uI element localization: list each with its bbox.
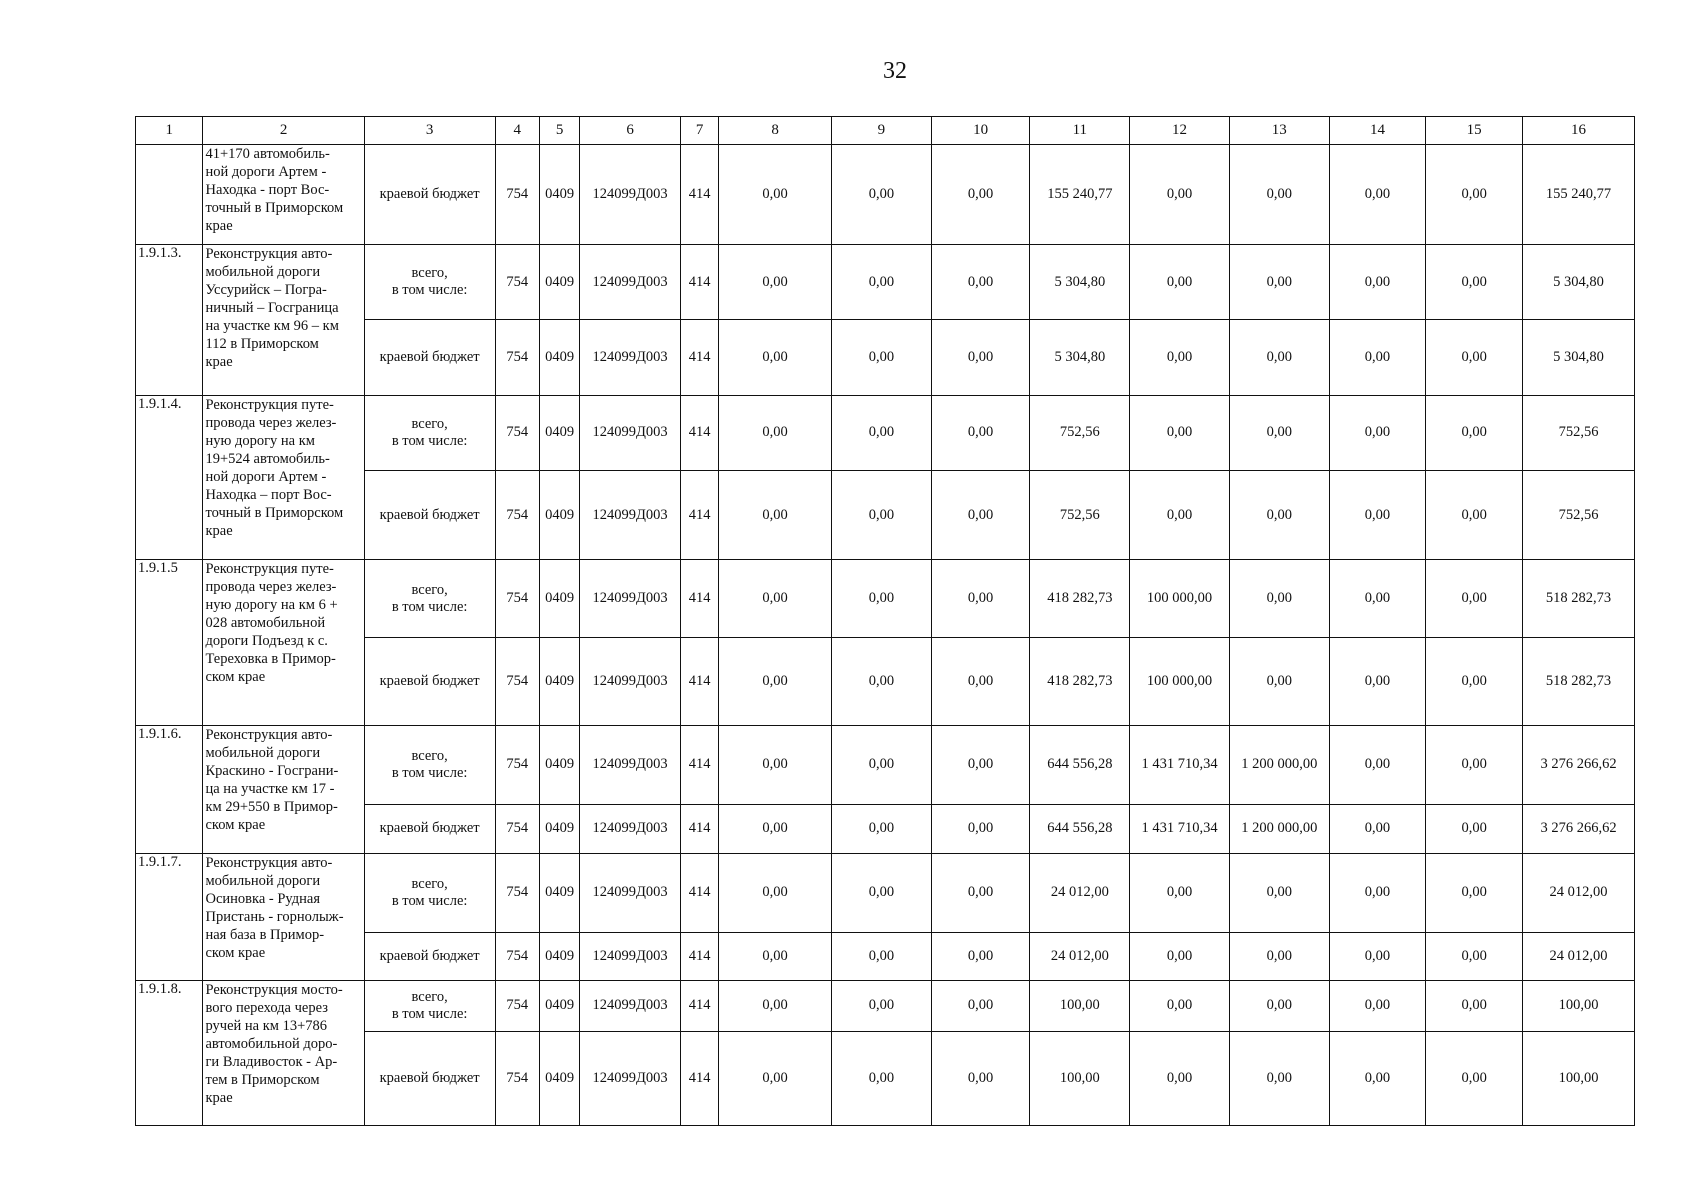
value-col-12: 1 431 710,34: [1130, 725, 1230, 804]
value-col-10: 0,00: [931, 980, 1030, 1031]
column-header-3: 3: [364, 117, 495, 145]
value-col-15: 0,00: [1426, 145, 1523, 245]
value-col-13: 0,00: [1229, 1031, 1329, 1125]
table-row: [136, 560, 1635, 638]
value-col-15: 0,00: [1426, 395, 1523, 471]
value-col-15: 0,00: [1426, 560, 1523, 638]
value-col-15: 0,00: [1426, 638, 1523, 726]
code-col-7: 414: [680, 638, 718, 726]
value-col-12: 0,00: [1130, 245, 1230, 320]
value-col-9: 0,00: [832, 725, 932, 804]
value-col-10: 0,00: [931, 932, 1030, 980]
code-col-6: 124099Д003: [580, 471, 681, 560]
value-col-14: 0,00: [1329, 319, 1426, 395]
column-header-7: 7: [680, 117, 718, 145]
budget-table: [135, 116, 1635, 1126]
value-col-10: 0,00: [931, 395, 1030, 471]
code-col-4: 754: [495, 638, 539, 726]
value-col-14: 0,00: [1329, 725, 1426, 804]
item-name: Реконструкция авто- мобильной дороги Осиновка - Рудная Пристань - горнолыж- ная база в Примор- ском крае: [203, 853, 364, 980]
value-col-13: 0,00: [1229, 638, 1329, 726]
value-col-14: 0,00: [1329, 1031, 1426, 1125]
value-col-13: 0,00: [1229, 319, 1329, 395]
value-col-16: 155 240,77: [1523, 145, 1635, 245]
value-col-9: 0,00: [832, 853, 932, 932]
value-col-14: 0,00: [1329, 145, 1426, 245]
value-col-8: 0,00: [719, 1031, 832, 1125]
value-col-9: 0,00: [832, 638, 932, 726]
table-row: [136, 245, 1635, 320]
value-col-16: 752,56: [1523, 395, 1635, 471]
value-col-11: 418 282,73: [1030, 638, 1130, 726]
value-col-8: 0,00: [719, 395, 832, 471]
value-col-12: 0,00: [1130, 471, 1230, 560]
code-col-6: 124099Д003: [580, 245, 681, 320]
item-number: 1.9.1.7.: [136, 853, 203, 980]
value-col-10: 0,00: [931, 804, 1030, 853]
item-name: Реконструкция авто- мобильной дороги Уссурийск – Погра- ничный – Госграница на участке км 96 – км 112 в Приморском крае: [203, 245, 364, 395]
value-col-16: 5 304,80: [1523, 245, 1635, 320]
code-col-5: 0409: [539, 319, 579, 395]
value-col-14: 0,00: [1329, 395, 1426, 471]
code-col-7: 414: [680, 725, 718, 804]
value-col-9: 0,00: [832, 145, 932, 245]
code-col-5: 0409: [539, 853, 579, 932]
funding-source: всего, в том числе:: [364, 980, 495, 1031]
code-col-4: 754: [495, 1031, 539, 1125]
value-col-8: 0,00: [719, 145, 832, 245]
value-col-11: 24 012,00: [1030, 853, 1130, 932]
value-col-8: 0,00: [719, 804, 832, 853]
funding-source: краевой бюджет: [364, 471, 495, 560]
code-col-6: 124099Д003: [580, 319, 681, 395]
value-col-16: 100,00: [1523, 980, 1635, 1031]
value-col-16: 3 276 266,62: [1523, 725, 1635, 804]
code-col-4: 754: [495, 471, 539, 560]
value-col-15: 0,00: [1426, 980, 1523, 1031]
value-col-10: 0,00: [931, 145, 1030, 245]
header-row: [136, 117, 1635, 145]
value-col-13: 0,00: [1229, 145, 1329, 245]
funding-source: всего, в том числе:: [364, 245, 495, 320]
page-number: 32: [883, 58, 907, 84]
value-col-8: 0,00: [719, 853, 832, 932]
column-header-14: 14: [1329, 117, 1426, 145]
code-col-7: 414: [680, 395, 718, 471]
code-col-4: 754: [495, 560, 539, 638]
value-col-10: 0,00: [931, 245, 1030, 320]
code-col-4: 754: [495, 980, 539, 1031]
table-row: [136, 980, 1635, 1031]
code-col-6: 124099Д003: [580, 804, 681, 853]
funding-source: краевой бюджет: [364, 932, 495, 980]
value-col-9: 0,00: [832, 560, 932, 638]
code-col-6: 124099Д003: [580, 853, 681, 932]
value-col-9: 0,00: [832, 395, 932, 471]
value-col-15: 0,00: [1426, 725, 1523, 804]
value-col-13: 0,00: [1229, 853, 1329, 932]
value-col-10: 0,00: [931, 638, 1030, 726]
value-col-11: 5 304,80: [1030, 245, 1130, 320]
value-col-9: 0,00: [832, 1031, 932, 1125]
funding-source: краевой бюджет: [364, 319, 495, 395]
value-col-12: 0,00: [1130, 319, 1230, 395]
code-col-5: 0409: [539, 725, 579, 804]
code-col-4: 754: [495, 932, 539, 980]
value-col-11: 418 282,73: [1030, 560, 1130, 638]
funding-source: краевой бюджет: [364, 145, 495, 245]
value-col-14: 0,00: [1329, 980, 1426, 1031]
code-col-5: 0409: [539, 980, 579, 1031]
code-col-4: 754: [495, 725, 539, 804]
value-col-12: 0,00: [1130, 932, 1230, 980]
value-col-15: 0,00: [1426, 471, 1523, 560]
code-col-7: 414: [680, 853, 718, 932]
value-col-12: 0,00: [1130, 395, 1230, 471]
funding-source: всего, в том числе:: [364, 395, 495, 471]
item-name: Реконструкция авто- мобильной дороги Краскино - Госграни- ца на участке км 17 - км 29+550 в Примор- ском крае: [203, 725, 364, 853]
funding-source: всего, в том числе:: [364, 853, 495, 932]
item-number: [136, 145, 203, 245]
table-body: [136, 145, 1635, 1126]
code-col-7: 414: [680, 980, 718, 1031]
code-col-7: 414: [680, 319, 718, 395]
code-col-6: 124099Д003: [580, 560, 681, 638]
code-col-6: 124099Д003: [580, 980, 681, 1031]
value-col-13: 0,00: [1229, 932, 1329, 980]
value-col-16: 24 012,00: [1523, 853, 1635, 932]
value-col-12: 100 000,00: [1130, 638, 1230, 726]
value-col-13: 0,00: [1229, 560, 1329, 638]
column-header-2: 2: [203, 117, 364, 145]
funding-source: краевой бюджет: [364, 638, 495, 726]
value-col-10: 0,00: [931, 471, 1030, 560]
value-col-8: 0,00: [719, 725, 832, 804]
value-col-10: 0,00: [931, 560, 1030, 638]
item-name: 41+170 автомобиль- ной дороги Артем - Находка - порт Вос- точный в Приморском крае: [203, 145, 364, 245]
code-col-7: 414: [680, 804, 718, 853]
item-number: 1.9.1.4.: [136, 395, 203, 560]
value-col-16: 3 276 266,62: [1523, 804, 1635, 853]
funding-source: всего, в том числе:: [364, 725, 495, 804]
funding-source: всего, в том числе:: [364, 560, 495, 638]
code-col-7: 414: [680, 932, 718, 980]
value-col-12: 1 431 710,34: [1130, 804, 1230, 853]
column-header-12: 12: [1130, 117, 1230, 145]
item-name: Реконструкция путе- провода через желез- ную дорогу на км 19+524 автомобиль- ной дороги Артем - Находка – порт Вос- точный в Приморском крае: [203, 395, 364, 560]
code-col-4: 754: [495, 145, 539, 245]
value-col-8: 0,00: [719, 932, 832, 980]
value-col-15: 0,00: [1426, 1031, 1523, 1125]
table-row: [136, 395, 1635, 471]
value-col-12: 100 000,00: [1130, 560, 1230, 638]
item-number: 1.9.1.5: [136, 560, 203, 726]
value-col-8: 0,00: [719, 319, 832, 395]
value-col-9: 0,00: [832, 319, 932, 395]
value-col-9: 0,00: [832, 804, 932, 853]
value-col-11: 100,00: [1030, 980, 1130, 1031]
value-col-12: 0,00: [1130, 980, 1230, 1031]
code-col-6: 124099Д003: [580, 1031, 681, 1125]
funding-source: краевой бюджет: [364, 804, 495, 853]
code-col-7: 414: [680, 145, 718, 245]
code-col-5: 0409: [539, 932, 579, 980]
value-col-15: 0,00: [1426, 804, 1523, 853]
table-row: [136, 725, 1635, 804]
code-col-4: 754: [495, 319, 539, 395]
table-row: [136, 145, 1635, 245]
table-row: [136, 853, 1635, 932]
value-col-12: 0,00: [1130, 145, 1230, 245]
column-header-9: 9: [832, 117, 932, 145]
code-col-6: 124099Д003: [580, 395, 681, 471]
value-col-16: 518 282,73: [1523, 638, 1635, 726]
code-col-4: 754: [495, 245, 539, 320]
item-name: Реконструкция мосто- вого перехода через ручей на км 13+786 автомобильной доро- ги Владивосток - Ар- тем в Приморском крае: [203, 980, 364, 1125]
value-col-11: 644 556,28: [1030, 725, 1130, 804]
value-col-16: 100,00: [1523, 1031, 1635, 1125]
value-col-11: 155 240,77: [1030, 145, 1130, 245]
value-col-15: 0,00: [1426, 853, 1523, 932]
code-col-5: 0409: [539, 145, 579, 245]
value-col-9: 0,00: [832, 471, 932, 560]
code-col-4: 754: [495, 395, 539, 471]
code-col-6: 124099Д003: [580, 932, 681, 980]
column-header-13: 13: [1229, 117, 1329, 145]
code-col-7: 414: [680, 471, 718, 560]
code-col-5: 0409: [539, 395, 579, 471]
value-col-11: 644 556,28: [1030, 804, 1130, 853]
value-col-8: 0,00: [719, 638, 832, 726]
value-col-11: 752,56: [1030, 471, 1130, 560]
value-col-10: 0,00: [931, 319, 1030, 395]
column-header-11: 11: [1030, 117, 1130, 145]
value-col-15: 0,00: [1426, 932, 1523, 980]
value-col-13: 0,00: [1229, 245, 1329, 320]
value-col-8: 0,00: [719, 980, 832, 1031]
column-header-5: 5: [539, 117, 579, 145]
value-col-13: 0,00: [1229, 471, 1329, 560]
value-col-16: 24 012,00: [1523, 932, 1635, 980]
code-col-5: 0409: [539, 638, 579, 726]
value-col-10: 0,00: [931, 1031, 1030, 1125]
value-col-15: 0,00: [1426, 319, 1523, 395]
value-col-14: 0,00: [1329, 804, 1426, 853]
value-col-13: 0,00: [1229, 395, 1329, 471]
value-col-14: 0,00: [1329, 245, 1426, 320]
column-header-8: 8: [719, 117, 832, 145]
funding-source: краевой бюджет: [364, 1031, 495, 1125]
value-col-13: 1 200 000,00: [1229, 725, 1329, 804]
column-header-15: 15: [1426, 117, 1523, 145]
item-number: 1.9.1.8.: [136, 980, 203, 1125]
value-col-9: 0,00: [832, 932, 932, 980]
value-col-14: 0,00: [1329, 638, 1426, 726]
value-col-10: 0,00: [931, 725, 1030, 804]
value-col-14: 0,00: [1329, 471, 1426, 560]
value-col-9: 0,00: [832, 245, 932, 320]
value-col-11: 5 304,80: [1030, 319, 1130, 395]
value-col-15: 0,00: [1426, 245, 1523, 320]
value-col-16: 518 282,73: [1523, 560, 1635, 638]
item-number: 1.9.1.6.: [136, 725, 203, 853]
value-col-14: 0,00: [1329, 932, 1426, 980]
item-number: 1.9.1.3.: [136, 245, 203, 395]
value-col-14: 0,00: [1329, 560, 1426, 638]
code-col-6: 124099Д003: [580, 145, 681, 245]
column-header-16: 16: [1523, 117, 1635, 145]
value-col-8: 0,00: [719, 471, 832, 560]
code-col-5: 0409: [539, 560, 579, 638]
value-col-12: 0,00: [1130, 1031, 1230, 1125]
column-header-6: 6: [580, 117, 681, 145]
value-col-13: 0,00: [1229, 980, 1329, 1031]
item-name: Реконструкция путе- провода через желез- ную дорогу на км 6 + 028 автомобильной дороги Подъезд к с. Тереховка в Примор- ском крае: [203, 560, 364, 726]
value-col-12: 0,00: [1130, 853, 1230, 932]
code-col-5: 0409: [539, 804, 579, 853]
code-col-4: 754: [495, 804, 539, 853]
value-col-10: 0,00: [931, 853, 1030, 932]
value-col-8: 0,00: [719, 560, 832, 638]
value-col-16: 752,56: [1523, 471, 1635, 560]
code-col-7: 414: [680, 245, 718, 320]
column-header-1: 1: [136, 117, 203, 145]
column-header-4: 4: [495, 117, 539, 145]
value-col-11: 24 012,00: [1030, 932, 1130, 980]
value-col-13: 1 200 000,00: [1229, 804, 1329, 853]
value-col-14: 0,00: [1329, 853, 1426, 932]
value-col-8: 0,00: [719, 245, 832, 320]
code-col-6: 124099Д003: [580, 725, 681, 804]
code-col-7: 414: [680, 560, 718, 638]
code-col-4: 754: [495, 853, 539, 932]
value-col-11: 752,56: [1030, 395, 1130, 471]
value-col-16: 5 304,80: [1523, 319, 1635, 395]
column-header-10: 10: [931, 117, 1030, 145]
code-col-6: 124099Д003: [580, 638, 681, 726]
value-col-11: 100,00: [1030, 1031, 1130, 1125]
code-col-5: 0409: [539, 471, 579, 560]
code-col-7: 414: [680, 1031, 718, 1125]
value-col-9: 0,00: [832, 980, 932, 1031]
code-col-5: 0409: [539, 1031, 579, 1125]
code-col-5: 0409: [539, 245, 579, 320]
